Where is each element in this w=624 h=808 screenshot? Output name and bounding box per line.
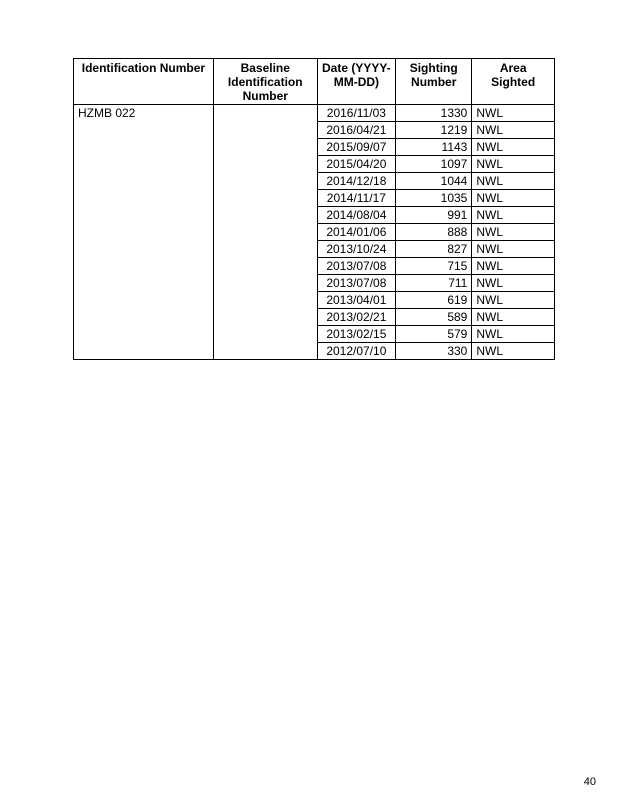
area-sighted-cell: NWL: [472, 122, 555, 139]
sighting-number-cell: 1143: [396, 139, 472, 156]
header-date: Date (YYYY-MM-DD): [317, 59, 395, 105]
sighting-number-cell: 1044: [396, 173, 472, 190]
area-sighted-cell: NWL: [472, 156, 555, 173]
area-sighted-cell: NWL: [472, 309, 555, 326]
sighting-number-cell: 715: [396, 258, 472, 275]
date-cell: 2014/12/18: [317, 173, 395, 190]
sighting-number-cell: 711: [396, 275, 472, 292]
sighting-number-cell: 888: [396, 224, 472, 241]
date-cell: 2013/10/24: [317, 241, 395, 258]
date-cell: 2013/07/08: [317, 258, 395, 275]
header-baseline-identification-number: Baseline Identification Number: [213, 59, 317, 105]
area-sighted-cell: NWL: [472, 275, 555, 292]
sighting-number-cell: 1330: [396, 105, 472, 122]
date-cell: 2015/04/20: [317, 156, 395, 173]
date-cell: 2014/01/06: [317, 224, 395, 241]
sightings-table: [73, 58, 555, 360]
area-sighted-cell: NWL: [472, 241, 555, 258]
area-sighted-cell: NWL: [472, 343, 555, 360]
sighting-number-cell: 579: [396, 326, 472, 343]
area-sighted-cell: NWL: [472, 207, 555, 224]
table-header-row: [74, 59, 555, 105]
table-body: [74, 105, 555, 360]
header-identification-number: Identification Number: [74, 59, 214, 105]
area-sighted-cell: NWL: [472, 173, 555, 190]
date-cell: 2014/11/17: [317, 190, 395, 207]
area-sighted-cell: NWL: [472, 105, 555, 122]
date-cell: 2014/08/04: [317, 207, 395, 224]
sighting-number-cell: 1097: [396, 156, 472, 173]
table-row: [74, 105, 555, 122]
sighting-number-cell: 619: [396, 292, 472, 309]
sighting-number-cell: 991: [396, 207, 472, 224]
baseline-identification-cell: [213, 105, 317, 360]
date-cell: 2013/02/21: [317, 309, 395, 326]
header-area-sighted: Area Sighted: [472, 59, 555, 105]
page-number: 40: [583, 776, 596, 788]
sighting-number-cell: 330: [396, 343, 472, 360]
identification-number-cell: HZMB 022: [74, 105, 214, 360]
area-sighted-cell: NWL: [472, 224, 555, 241]
date-cell: 2013/02/15: [317, 326, 395, 343]
sighting-number-cell: 589: [396, 309, 472, 326]
area-sighted-cell: NWL: [472, 326, 555, 343]
sighting-number-cell: 1035: [396, 190, 472, 207]
area-sighted-cell: NWL: [472, 139, 555, 156]
date-cell: 2016/04/21: [317, 122, 395, 139]
area-sighted-cell: NWL: [472, 190, 555, 207]
area-sighted-cell: NWL: [472, 258, 555, 275]
sighting-number-cell: 1219: [396, 122, 472, 139]
sighting-number-cell: 827: [396, 241, 472, 258]
date-cell: 2015/09/07: [317, 139, 395, 156]
date-cell: 2012/07/10: [317, 343, 395, 360]
area-sighted-cell: NWL: [472, 292, 555, 309]
date-cell: 2013/07/08: [317, 275, 395, 292]
date-cell: 2016/11/03: [317, 105, 395, 122]
date-cell: 2013/04/01: [317, 292, 395, 309]
header-sighting-number: Sighting Number: [396, 59, 472, 105]
